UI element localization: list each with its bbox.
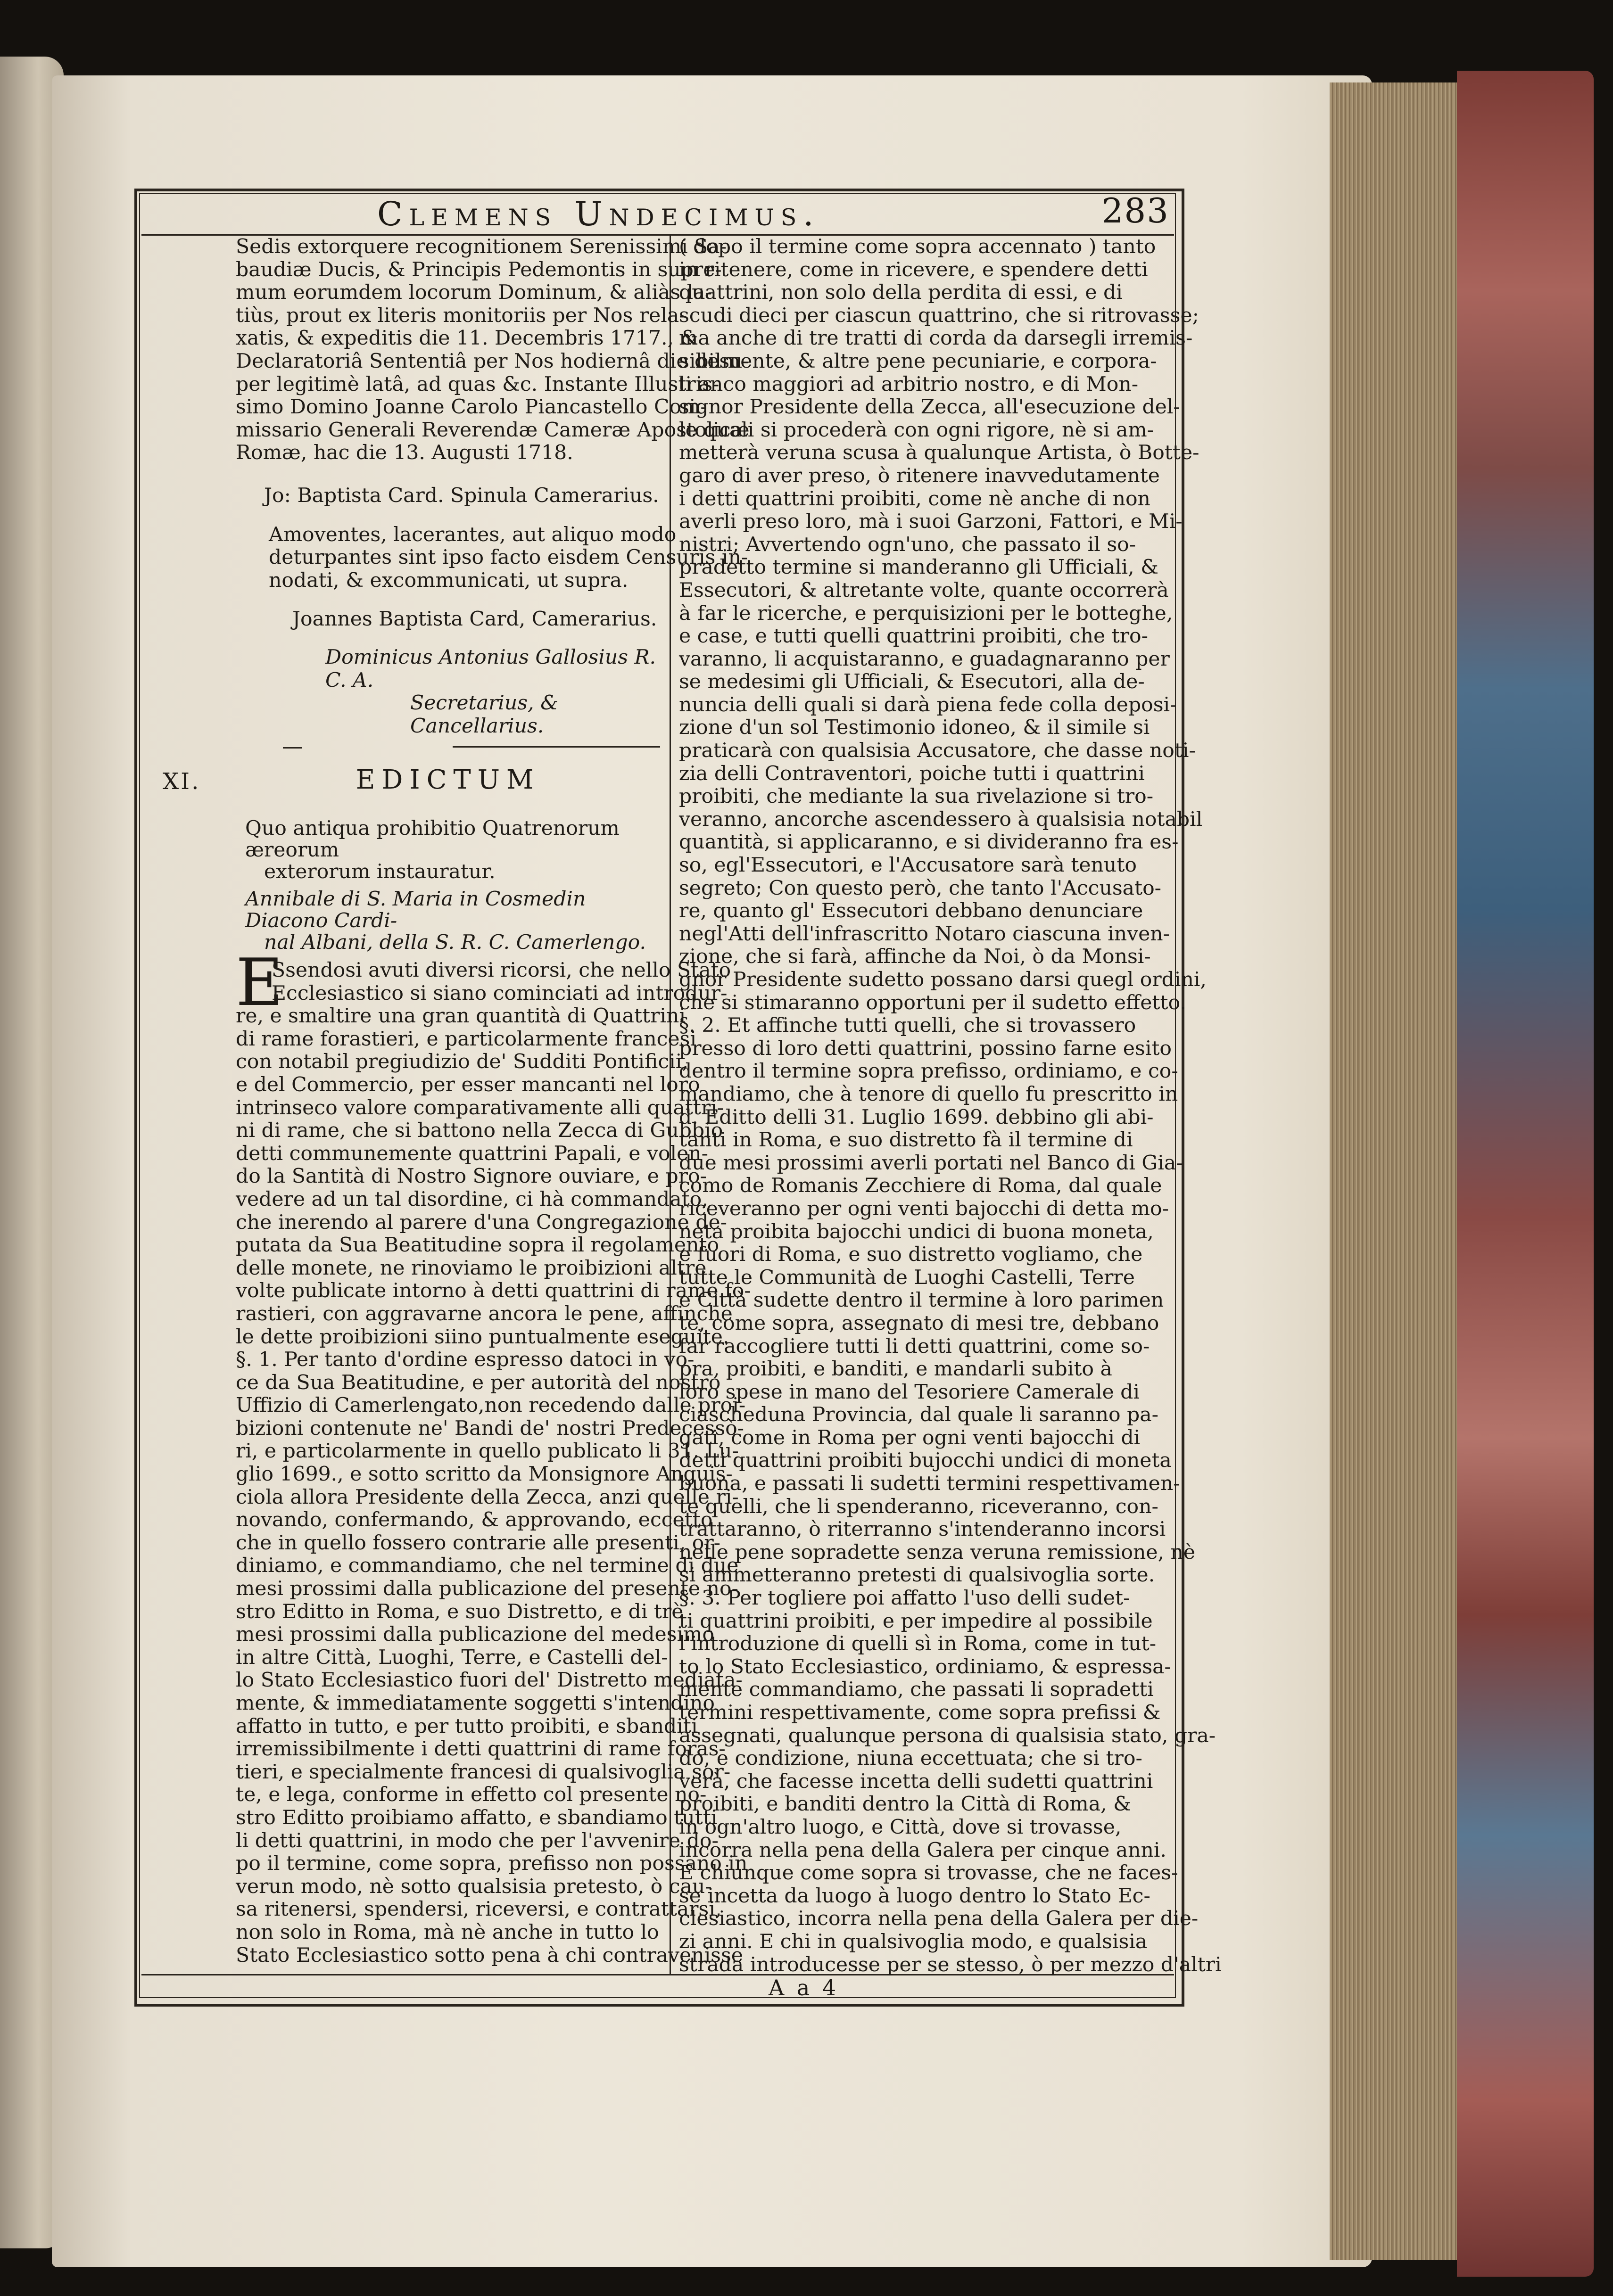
text-line: irremissibilmente i detti quattrini di rame foras- bbox=[236, 1737, 726, 1761]
text-line: Uffizio di Camerlengato,non recedendo dalle proi- bbox=[236, 1394, 746, 1417]
text-line: E chiunque come sopra si trovasse, che ne faces- bbox=[679, 1861, 1178, 1885]
text-line: intrinseco valore comparativamente alli quattri- bbox=[236, 1096, 724, 1119]
text-line: Declaratoriâ Sententiâ per Nos hodiernâ die desu- bbox=[236, 349, 749, 373]
text-line: si ammetteranno pretesti di qualsivoglia sorte. bbox=[679, 1564, 1155, 1587]
section-number: XI. bbox=[163, 768, 201, 795]
edict-body-right bbox=[679, 235, 1222, 1976]
text-line: Ecclesiastico si siano cominciati ad introdur- bbox=[272, 981, 728, 1005]
text-line: con notabil pregiudizio de' Sudditi Pontificii, bbox=[236, 1050, 688, 1074]
text-line: veranno, ancorche ascendessero à qualsisia notabil bbox=[679, 807, 1203, 831]
text-line: e fuori di Roma, e suo distretto vogliamo, che bbox=[679, 1243, 1143, 1267]
text-line: so, egl'Essecutori, e l'Accusatore sarà tenuto bbox=[679, 854, 1137, 877]
previous-edict-ending bbox=[236, 235, 750, 738]
text-line: li detti quattrini, in modo che per l'avvenire do- bbox=[236, 1829, 719, 1852]
running-head-title: Clemens Undecimus. bbox=[377, 195, 820, 233]
text-line: ( dopo il termine come sopra accennato ) tanto bbox=[679, 235, 1156, 258]
text-line: le quali si procederà con ogni rigore, nè si am- bbox=[679, 418, 1154, 442]
text-line: proibiti, che mediante la sua rivelazione si tro- bbox=[679, 785, 1154, 808]
text-line: di rame forastieri, e particolarmente francesi bbox=[236, 1027, 696, 1051]
text-line: do, e condizione, niuna eccettuata; che si tro- bbox=[679, 1747, 1142, 1770]
text-line: gnor Presidente sudetto possano darsi quegl ordini, bbox=[679, 968, 1207, 991]
drop-cap: E bbox=[236, 945, 283, 1020]
text-line: à far le ricerche, e perquisizioni per le botteghe, bbox=[679, 601, 1173, 625]
text-line: zi anni. E chi in qualsivoglia modo, e qualsisia bbox=[679, 1930, 1148, 1953]
text-line: deturpantes sint ipso facto eisdem Censuris in- bbox=[269, 546, 748, 569]
text-line: §. 2. Et affinche tutti quelli, che si trovassero bbox=[679, 1014, 1136, 1037]
text-line: mum eorumdem locorum Dominum, & aliàs la- bbox=[236, 281, 712, 304]
edict-byline bbox=[245, 889, 660, 954]
text-line: e Città sudette dentro il termine à loro parimen bbox=[679, 1289, 1164, 1312]
text-line: che inerendo al parere d'una Congregazione de- bbox=[236, 1210, 728, 1234]
text-line: detti quattrini proibiti bujocchi undici di moneta bbox=[679, 1449, 1172, 1473]
text-line: zia delli Contraventori, poiche tutti i quattrini bbox=[679, 762, 1145, 785]
text-line: pradetto termine si manderanno gli Ufficiali, & bbox=[679, 556, 1158, 579]
text-line: tieri, e specialmente francesi di qualsivoglia sor- bbox=[236, 1760, 731, 1784]
text-line: como de Romanis Zecchiere di Roma, dal quale bbox=[679, 1174, 1162, 1198]
previous-edict-text bbox=[236, 235, 750, 465]
text-line: baudiæ Ducis, & Principis Pedemontis in supre- bbox=[236, 258, 722, 281]
text-line: strada introducesse per se stesso, ò per mezzo d'altri bbox=[679, 1953, 1222, 1976]
text-line: detti communemente quattrini Papali, e volen- bbox=[236, 1142, 709, 1165]
text-line: termini respettivamente, come sopra prefissi & bbox=[679, 1701, 1161, 1724]
text-line: do la Santità di Nostro Signore ouviare, e pro- bbox=[236, 1165, 707, 1188]
text-line: l'introduzione di quelli sì in Roma, come in tut- bbox=[679, 1632, 1157, 1656]
text-line: mandiamo, che à tenore di quello fu prescritto in bbox=[679, 1082, 1178, 1106]
text-line: praticarà con qualsisia Accusatore, che dasse noti- bbox=[679, 739, 1196, 763]
text-line: bizioni contenute ne' Bandi de' nostri Predecessò- bbox=[236, 1416, 744, 1440]
text-line: se medesimi gli Ufficiali, & Esecutori, alla de- bbox=[679, 670, 1145, 694]
text-line: due mesi prossimi averli portati nel Banco di Gia- bbox=[679, 1151, 1183, 1175]
text-line: in altre Città, Luoghi, Terre, e Castelli del- bbox=[236, 1646, 668, 1669]
page-stack-edges bbox=[1330, 82, 1466, 2260]
text-line: negl'Atti dell'infrascritto Notaro ciascuna inven- bbox=[679, 922, 1170, 946]
text-line: i detti quattrini proibiti, come nè anche di non bbox=[679, 487, 1150, 510]
text-line: po il termine, come sopra, prefisso non possano in bbox=[236, 1852, 748, 1876]
text-line: varanno, li acquistaranno, e guadagnaranno per bbox=[679, 647, 1170, 671]
text-line: e del Commercio, per esser mancanti nel loro bbox=[236, 1073, 700, 1096]
text-line: quantità, si applicaranno, e si divideranno fra es- bbox=[679, 831, 1179, 854]
text-line: nelle pene sopradette senza veruna remissione, nè bbox=[679, 1540, 1196, 1564]
text-line: metterà veruna scusa à qualunque Artista, ò Botte- bbox=[679, 441, 1199, 465]
text-line: verun modo, nè sotto qualsisia pretesto, ò cau- bbox=[236, 1875, 712, 1898]
text-line: far raccogliere tutti li detti quattrini, come so- bbox=[679, 1334, 1150, 1358]
text-line: putata da Sua Beatitudine sopra il regolamento bbox=[236, 1234, 720, 1257]
text-line: per legitimè latâ, ad quas &c. Instante Illustris- bbox=[236, 372, 720, 396]
text-line: Amoventes, lacerantes, aut aliquo modo bbox=[269, 523, 677, 546]
text-line: le dette proibizioni siino puntualmente eseguite. bbox=[236, 1325, 729, 1349]
text-line: simo Domino Joanne Carolo Piancastello Com- bbox=[236, 395, 707, 419]
text-line: re, quanto gl' Essecutori debbano denunciare bbox=[679, 899, 1143, 923]
text-line: neta proibita bajocchi undici di buona moneta, bbox=[679, 1220, 1154, 1243]
text-line: ri, e particolarmente in quello publicato li 31. Lu- bbox=[236, 1440, 739, 1463]
text-line: vedere ad un tal disordine, ci hà commandato, bbox=[236, 1187, 708, 1211]
text-line: delle monete, ne rinoviamo le proibizioni altre bbox=[236, 1256, 707, 1280]
edict-subtitle-line2: exterorum instauratur. bbox=[264, 860, 496, 883]
text-line: xatis, & expeditis die 11. Decembris 1717., & bbox=[236, 327, 698, 350]
text-line: loro spese in mano del Tesoriere Camerale di bbox=[679, 1380, 1140, 1404]
text-line: tiùs, prout ex literis monitoriis per Nos rela- bbox=[236, 304, 686, 327]
text-line: clesiastico, incorra nella pena della Galera per die- bbox=[679, 1907, 1199, 1931]
text-line: Romæ, hac die 13. Augusti 1718. bbox=[236, 441, 573, 465]
running-head bbox=[141, 191, 1174, 234]
text-line: nodati, & excommunicati, ut supra. bbox=[269, 568, 629, 592]
edict-subtitle-line1: Quo antiqua prohibitio Quatrenorum æreorum bbox=[245, 817, 620, 862]
text-line: lo Stato Ecclesiastico fuori del' Distretto mediata- bbox=[236, 1669, 743, 1692]
text-line: §. 1. Per tanto d'ordine espresso datoci in vo- bbox=[236, 1348, 695, 1372]
text-line: tutte le Communità de Luoghi Castelli, Terre bbox=[679, 1266, 1135, 1289]
text-line: pra, proibiti, e banditi, e mandarli subito à bbox=[679, 1358, 1112, 1381]
text-line: averli preso loro, mà i suoi Garzoni, Fattori, e Mi- bbox=[679, 510, 1183, 534]
text-line: Essecutori, & altretante volte, quante occorrerà bbox=[679, 578, 1169, 602]
signature-camerarius: Joannes Baptista Card, Camerarius. bbox=[292, 608, 657, 631]
text-line: segreto; Con questo però, che tanto l'Accusato- bbox=[679, 876, 1162, 900]
text-line: riceveranno per ogni venti bajocchi di detta mo- bbox=[679, 1197, 1169, 1220]
text-line: stro Editto proibiamo affatto, e sbandiamo tutti bbox=[236, 1806, 718, 1829]
text-line: mesi prossimi dalla publicazione del presente no- bbox=[236, 1577, 738, 1601]
text-line: gati, come in Roma per ogni venti bajocchi di bbox=[679, 1426, 1141, 1449]
edict-title: EDICTUM bbox=[356, 765, 540, 795]
text-line: tanti in Roma, e suo distretto fà il termine di bbox=[679, 1128, 1133, 1152]
text-line: sibilmente, & altre pene pecuniarie, e corpora- bbox=[679, 349, 1157, 373]
text-line: rastieri, con aggravarne ancora le pene, affinche bbox=[236, 1302, 733, 1325]
text-line: trattaranno, ò riterranno s'intenderanno incorsi bbox=[679, 1518, 1166, 1541]
text-line: stro Editto in Roma, e suo Distretto, e di trè bbox=[236, 1600, 684, 1623]
text-line: non solo in Roma, mà nè anche in tutto lo bbox=[236, 1920, 659, 1944]
text-line: che in quello fossero contrarie alle presenti, or- bbox=[236, 1531, 721, 1555]
separator-short bbox=[283, 747, 302, 749]
text-line: Stato Ecclesiastico sotto pena à chi contravenisse bbox=[236, 1943, 743, 1967]
text-line: e case, e tutti quelli quattrini proibiti, che tro- bbox=[679, 625, 1148, 648]
text-line: assegnati, qualunque persona di qualsisia stato, gra- bbox=[679, 1724, 1216, 1747]
text-line: te, come sopra, assegnato di mesi tre, debbano bbox=[679, 1311, 1159, 1335]
text-line: garo di aver preso, ò ritenere inavvedutamente bbox=[679, 464, 1160, 487]
marbled-cover bbox=[1457, 71, 1594, 2277]
text-line: ma anche di tre tratti di corda da darsegli irremis- bbox=[679, 327, 1193, 350]
text-line: sa ritenersi, spendersi, riceversi, e contrattarsi, bbox=[236, 1898, 722, 1921]
amoventes-clause bbox=[236, 523, 748, 593]
text-line: §. 3. Per togliere poi affatto l'uso delli sudet- bbox=[679, 1587, 1130, 1610]
text-line: novando, confermando, & approvando, eccetto bbox=[236, 1508, 713, 1532]
text-line: presso di loro detti quattrini, possino farne esito bbox=[679, 1037, 1172, 1060]
text-line: in ogn'altro luogo, e Città, dove si trovasse, bbox=[679, 1815, 1122, 1839]
text-line: nuncia delli quali si darà piena fede colla deposi- bbox=[679, 693, 1177, 716]
text-line: se incetta da luogo à luogo dentro lo Stato Ec- bbox=[679, 1884, 1150, 1908]
text-line: volte publicate intorno à detti quattrini di rame fo- bbox=[236, 1279, 751, 1303]
edict-byline-line2: nal Albani, della S. R. C. Camerlengo. bbox=[264, 931, 646, 954]
text-line: mente commandiamo, che passati li sopradetti bbox=[679, 1678, 1154, 1702]
text-line: ciola allora Presidente della Zecca, anzi quelle ri- bbox=[236, 1485, 739, 1509]
text-line: to lo Stato Ecclesiastico, ordiniamo, & espressa- bbox=[679, 1655, 1171, 1679]
edict-byline-line1: Annibale di S. Maria in Cosmedin Diacono Cardi- bbox=[245, 888, 586, 932]
text-line: Sedis extorquere recognitionem Serenissimi Sa- bbox=[236, 235, 727, 258]
text-line: che si stimaranno opportuni per il sudetto effetto. bbox=[679, 991, 1186, 1014]
text-line: affatto in tutto, e per tutto proibiti, e sbanditi bbox=[236, 1714, 698, 1738]
text-line: quattrini, non solo della perdita di essi, e di bbox=[679, 281, 1123, 304]
text-line: li anco maggiori ad arbitrio nostro, e di Mon- bbox=[679, 372, 1139, 396]
text-line: missario Generali Reverendæ Cameræ Apostolicæ bbox=[236, 418, 750, 442]
text-line: diniamo, e commandiamo, che nel termine di due bbox=[236, 1554, 739, 1578]
text-line: mente, & immediatamente soggetti s'intendino bbox=[236, 1692, 715, 1715]
text-line: ti quattrini proibiti, e per impedire al possibile bbox=[679, 1609, 1153, 1633]
text-line: mesi prossimi dalla publicazione del medesimo bbox=[236, 1623, 714, 1646]
text-line: te quelli, che li spenderanno, riceveranno, con- bbox=[679, 1495, 1158, 1518]
text-line: in ritenere, come in ricevere, e spendere detti bbox=[679, 258, 1148, 281]
text-line: scudi dieci per ciascun quattrino, che si ritrovasse; bbox=[679, 304, 1199, 327]
edict-subtitle bbox=[245, 818, 660, 883]
edict-body-left bbox=[236, 945, 751, 1967]
text-line: dentro il termine sopra prefisso, ordiniamo, e co- bbox=[679, 1060, 1178, 1083]
text-line: ni di rame, che si battono nella Zecca di Gubbio bbox=[236, 1119, 723, 1143]
text-line: verà, che facesse incetta delli sudetti quattrini bbox=[679, 1769, 1153, 1793]
page-number: 283 bbox=[1101, 191, 1169, 230]
text-line: proibiti, e banditi dentro la Città di Roma, & bbox=[679, 1793, 1131, 1816]
text-line: incorra nella pena della Galera per cinque anni. bbox=[679, 1838, 1166, 1862]
text-line: zione d'un sol Testimonio idoneo, & il simile si bbox=[679, 716, 1150, 740]
text-line: buona, e passati li sudetti termini respettivamen- bbox=[679, 1472, 1180, 1496]
signature-spinula: Jo: Baptista Card. Spinula Camerarius. bbox=[264, 484, 659, 507]
text-line: signor Presidente della Zecca, all'esecuzione del- bbox=[679, 395, 1180, 419]
signature-gallosius-title: Secretarius, & Cancellarius. bbox=[410, 691, 558, 738]
text-line: d. Editto delli 31. Luglio 1699. debbino gli abi- bbox=[679, 1105, 1154, 1129]
text-line: te, e lega, conforme in effetto col presente no- bbox=[236, 1783, 707, 1807]
signature-gallosius: Dominicus Antonius Gallosius R. C. A. bbox=[325, 645, 656, 692]
text-line: ciascheduna Provincia, dal quale li saranno pa- bbox=[679, 1403, 1158, 1427]
text-line: nistri; Avvertendo ogn'uno, che passato il so- bbox=[679, 533, 1136, 556]
text-line: glio 1699., e sotto scritto da Monsignore Anguis- bbox=[236, 1463, 733, 1486]
signature-mark: A a 4 bbox=[769, 1975, 839, 2000]
text-line: zione, che si farà, affinche da Noi, ò da Monsi- bbox=[679, 945, 1151, 969]
separator-rule bbox=[453, 746, 660, 748]
text-line: Ssendosi avuti diversi ricorsi, che nello Stato bbox=[272, 959, 731, 982]
text-line: re, e smaltire una gran quantità di Quattrini bbox=[236, 1004, 686, 1028]
text-line: ce da Sua Beatitudine, e per autorità del nostro bbox=[236, 1371, 721, 1394]
